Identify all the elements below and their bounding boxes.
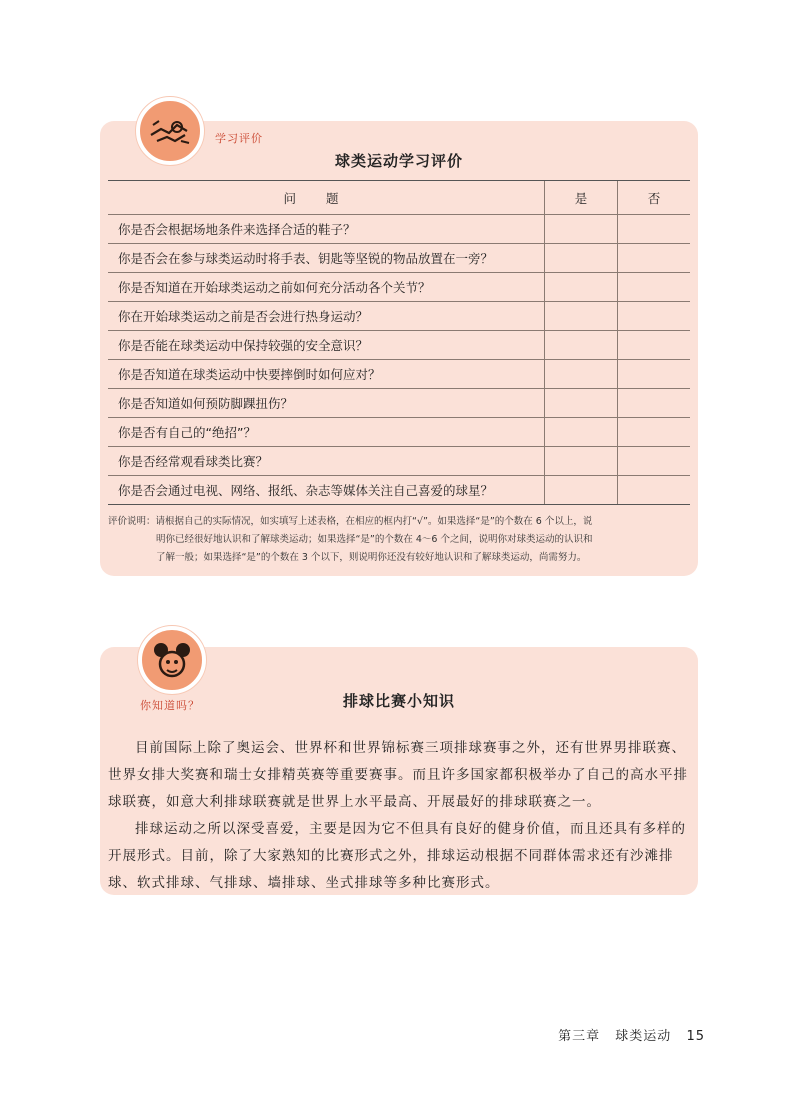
question-text: 你是否会在参与球类运动时将手表、钥匙等坚锐的物品放置在一旁？ (108, 244, 545, 273)
table-row (108, 360, 690, 389)
yes-cell[interactable] (545, 244, 618, 273)
table-row (108, 447, 690, 476)
yes-cell[interactable] (545, 447, 618, 476)
yes-cell[interactable] (545, 331, 618, 360)
table-row (108, 273, 690, 302)
no-cell[interactable] (618, 418, 691, 447)
pencil-doodle-icon (147, 111, 193, 151)
yes-cell[interactable] (545, 360, 618, 389)
no-cell[interactable] (618, 244, 691, 273)
yes-cell[interactable] (545, 215, 618, 244)
no-cell[interactable] (618, 389, 691, 418)
evaluation-table (108, 180, 690, 505)
paragraph-2: 排球运动之所以深受喜爱，主要是因为它不但具有良好的健身价值，而且还具有多样的开展形式。目前，除了大家熟知的比赛形式之外，排球运动根据不同群体需求还有沙滩排球、软式排球、气排球、墙排球、坐式排球等多种比赛形式。 (108, 821, 686, 891)
question-text: 你是否知道在球类运动中快要摔倒时如何应对？ (108, 360, 545, 389)
question-text: 你是否会根据场地条件来选择合适的鞋子？ (108, 215, 545, 244)
table-row (108, 476, 690, 505)
question-text: 你是否会通过电视、网络、报纸、杂志等媒体关注自己喜爱的球星？ (108, 476, 545, 505)
evaluation-tag: 学习评价 (215, 132, 263, 145)
footer-chapter: 第三章 (558, 1029, 601, 1044)
yes-cell[interactable] (545, 476, 618, 505)
did-you-know-badge (138, 626, 206, 694)
paragraph-1: 目前国际上除了奥运会、世界杯和世界锦标赛三项排球赛事之外，还有世界男排联赛、世界女排大奖赛和瑞士女排精英赛等重要赛事。而且许多国家都积极举办了自己的高水平排球联赛，如意大利排球联赛就是世界上水平最高、开展最好的排球联赛之一。 (108, 740, 688, 810)
no-cell[interactable] (618, 215, 691, 244)
note-line-3: 了解一般；如果选择“是”的个数在 3 个以下，则说明你还没有较好地认识和了解球类运动，尚需努力。 (156, 552, 587, 563)
no-cell[interactable] (618, 273, 691, 302)
table-row (108, 244, 690, 273)
question-text: 你是否经常观看球类比赛？ (108, 447, 545, 476)
no-cell[interactable] (618, 360, 691, 389)
page-footer (548, 1025, 705, 1044)
table-row (108, 389, 690, 418)
evaluation-note (108, 513, 698, 567)
no-cell[interactable] (618, 476, 691, 505)
footer-title: 球类运动 (615, 1029, 672, 1044)
yes-cell[interactable] (545, 273, 618, 302)
thinking-face-icon (149, 640, 195, 680)
no-cell[interactable] (618, 447, 691, 476)
question-text: 你是否能在球类运动中保持较强的安全意识？ (108, 331, 545, 360)
header-no: 否 (618, 181, 691, 215)
page-number: 15 (686, 1029, 705, 1044)
evaluation-title: 球类运动学习评价 (334, 152, 463, 170)
did-you-know-title: 排球比赛小知识 (342, 692, 455, 710)
table-row (108, 302, 690, 331)
table-row (108, 215, 690, 244)
table-row (108, 331, 690, 360)
header-question: 问题 (108, 181, 545, 215)
note-line-2: 明你已经很好地认识和了解球类运动；如果选择“是”的个数在 4～6 个之间，说明你对球类运动的认识和 (156, 534, 593, 545)
question-text: 你是否知道如何预防脚踝扭伤？ (108, 389, 545, 418)
question-text: 你是否有自己的“绝招”？ (108, 418, 545, 447)
no-cell[interactable] (618, 302, 691, 331)
did-you-know-tag: 你知道吗？ (140, 699, 200, 712)
note-line-1: 评价说明：请根据自己的实际情况，如实填写上述表格，在相应的框内打“√”。如果选择“是”的个数在 6 个以上，说 (108, 516, 593, 527)
header-yes: 是 (545, 181, 618, 215)
yes-cell[interactable] (545, 389, 618, 418)
yes-cell[interactable] (545, 418, 618, 447)
yes-cell[interactable] (545, 302, 618, 331)
table-header-row (108, 181, 690, 215)
no-cell[interactable] (618, 331, 691, 360)
table-row (108, 418, 690, 447)
question-text: 你是否知道在开始球类运动之前如何充分活动各个关节？ (108, 273, 545, 302)
question-text: 你在开始球类运动之前是否会进行热身运动？ (108, 302, 545, 331)
